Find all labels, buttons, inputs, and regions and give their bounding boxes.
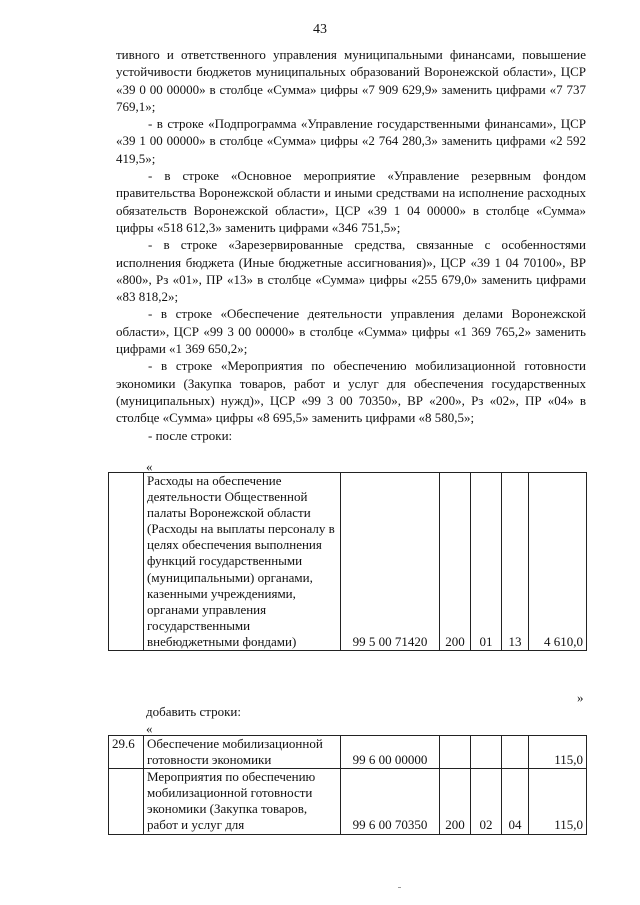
open-quote: «	[146, 459, 153, 474]
page-number: 43	[313, 22, 327, 37]
table-before	[108, 472, 587, 651]
cell-csr: 99 5 00 71420	[341, 473, 440, 651]
close-quote: »	[577, 690, 584, 705]
cell-pr: 13	[502, 473, 529, 651]
add-rows-label: добавить строки:	[146, 704, 241, 719]
cell-csr: 99 6 00 70350	[341, 769, 440, 834]
table-after	[108, 735, 587, 835]
cell-index	[109, 769, 144, 834]
paragraph: - в строке «Подпрограмма «Управление государственными финансами», ЦСР «39 1 00 00000» в столбце «Сумма» цифры «2 764 280,3» заменить цифрами «2 592 419,5»;	[116, 116, 586, 166]
paragraph: - в строке «Обеспечение деятельности управления делами Воронежской области», ЦСР «99 3 00 00000» в столбце «Сумма» цифры «1 369 765,2» заменить цифрами «1 369 650,2»;	[116, 306, 586, 357]
cell-rz: 02	[471, 769, 502, 834]
table-row	[109, 473, 587, 651]
cell-vr	[440, 736, 471, 769]
paragraph: - в строке «Мероприятия по обеспечению мобилизационной готовности экономики (Закупка товаров, работ и услуг для обеспечения государственных (муниципальных) нужд)», ЦСР «99 3 00 70350», ВР «200», Рз «02», ПР «04» в столбце «Сумма» цифры «8 695,5» заменить цифрами «8 580,5»;	[116, 358, 586, 426]
cell-index	[109, 473, 144, 651]
paragraph: - после строки:	[148, 427, 233, 443]
cell-rz	[471, 736, 502, 769]
cell-name: Мероприятия по обеспечению мобилизационной готовности экономики (Закупка товаров, работ и услуг для	[144, 769, 341, 834]
scan-speck	[398, 887, 401, 888]
paragraph: - в строке «Зарезервированные средства, связанные с особенностями исполнения бюджета (Иные бюджетные ассигнования)», ЦСР «39 1 04 70100», ВР «800», Рз «01», ПР «13» в столбце «Сумма» цифры «255 679,0» заменить цифрами «83 818,2»;	[116, 237, 586, 305]
cell-name: Расходы на обеспечение деятельности Общественной палаты Воронежской области (Расходы на выплаты персоналу в целях обеспечения выполнения функций государственными (муниципальными) органами, казенными учреждениями, органами управления государственными внебюджетными фондами)	[144, 473, 341, 651]
cell-pr	[502, 736, 529, 769]
cell-sum: 4 610,0	[529, 473, 587, 651]
paragraph: тивного и ответственного управления муниципальными финансами, повышение устойчивости бюджетов муниципальных образований Воронежской области», ЦСР «39 0 00 00000» в столбце «Сумма» цифры «7 909 629,9» заменить цифрами «7 737 769,1»;	[116, 47, 586, 114]
cell-vr: 200	[440, 769, 471, 834]
table-row	[109, 736, 587, 769]
cell-sum: 115,0	[529, 769, 587, 834]
cell-rz: 01	[471, 473, 502, 651]
cell-index: 29.6	[109, 736, 144, 769]
table-row	[109, 769, 587, 834]
cell-csr: 99 6 00 00000	[341, 736, 440, 769]
open-quote-2: «	[146, 721, 153, 736]
paragraph: - в строке «Основное мероприятие «Управление резервным фондом правительства Воронежской области и иными средствами на исполнение расходных обязательств Воронежской области», ЦСР «39 1 04 00000» в столбце «Сумма» цифры «518 612,3» заменить цифрами «346 751,5»;	[116, 168, 586, 235]
cell-pr: 04	[502, 769, 529, 834]
cell-name: Обеспечение мобилизационной готовности экономики	[144, 736, 341, 769]
cell-sum: 115,0	[529, 736, 587, 769]
cell-vr: 200	[440, 473, 471, 651]
body-text	[116, 46, 586, 444]
